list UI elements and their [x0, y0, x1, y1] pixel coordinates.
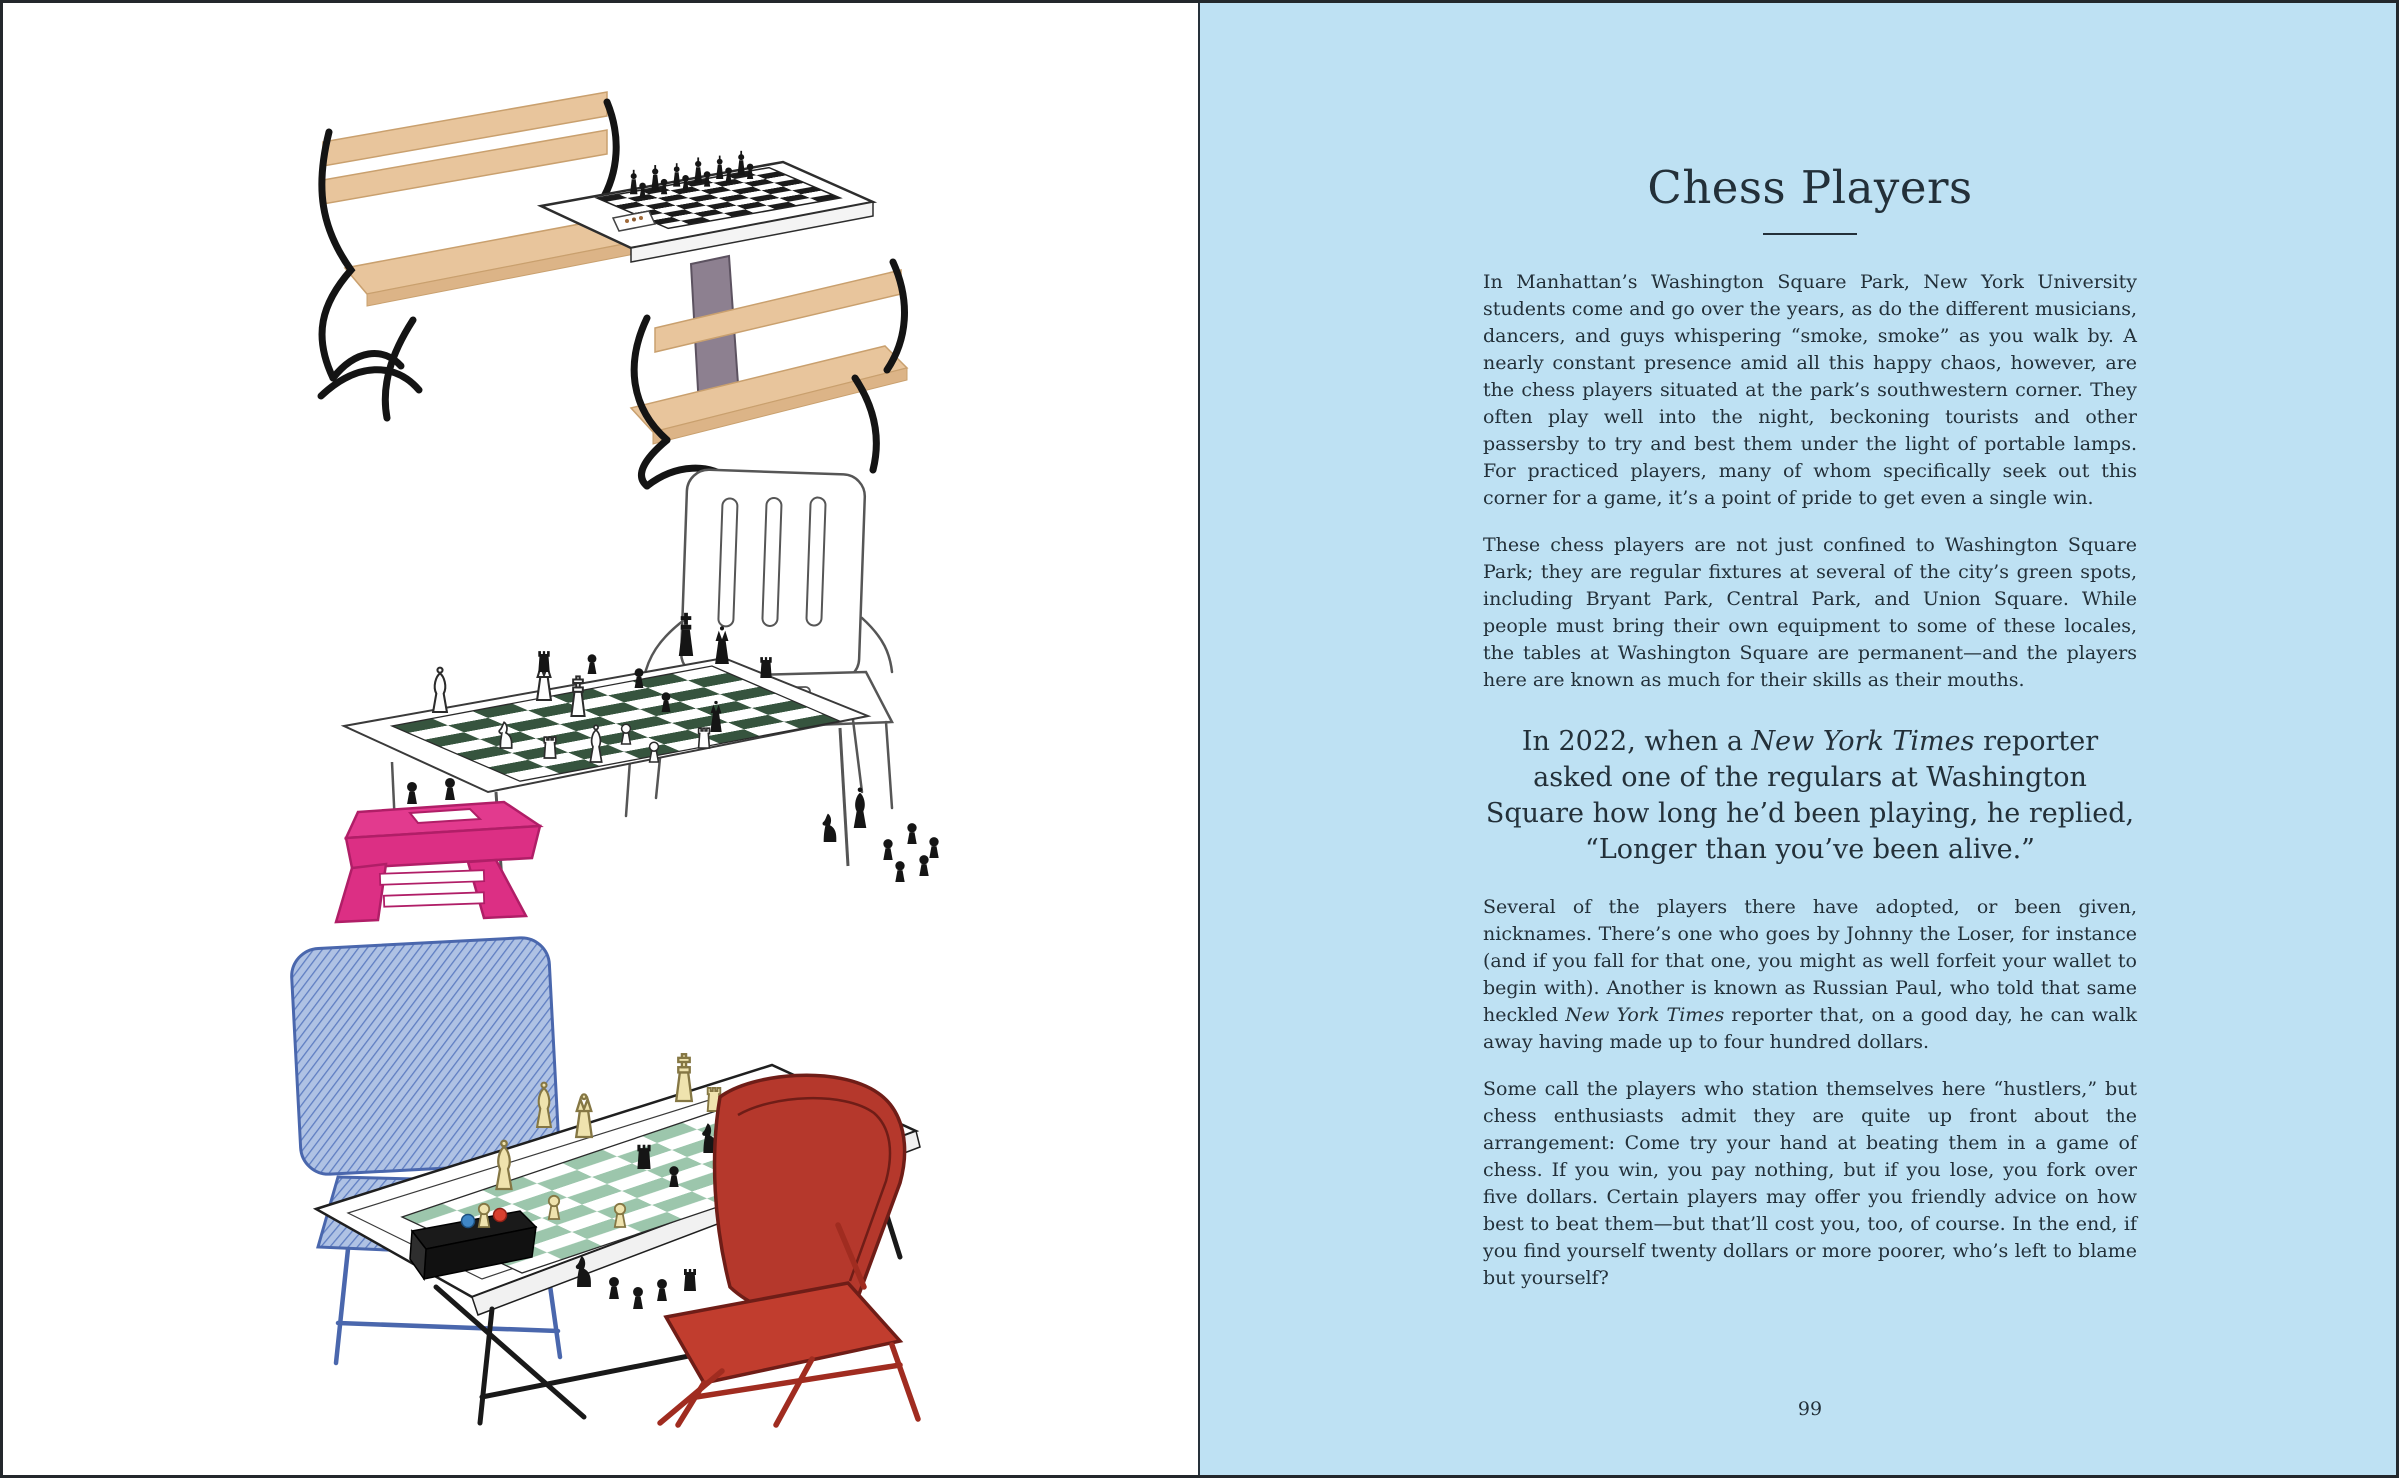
paragraph-3: Several of the players there have adopted, or been given, nicknames. There’s one who goes by Johnny the Loser, for instance (and if you fall for that one, you might as well forfeit your wallet to begin with). Another is known as Russian Paul, who told that same heckled New York Times reporter that, on a good day, he can walk away having made up to four hundred dollars. [1483, 896, 2137, 1053]
page-number: 99 [1797, 1398, 1823, 1420]
white-plastic-chair [622, 469, 892, 816]
page-title: Chess Players [1647, 161, 1973, 214]
park-bench-left [321, 92, 655, 418]
clock-blue-button [462, 1215, 475, 1228]
paragraph-4: Some call the players who station themselves here “hustlers,” but chess enthusiasts admit they are quite up front about the arrangement: Come try your hand at beating them in a game of chess. If you win, you pay nothing, but if you lose, you fork over five dollars. Certain players may offer you friendly advice on how best to beat them—but that’ll cost you, too, of course. In the end, if you find yourself twenty dollars or more poorer, who’s left to blame but yourself? [1483, 1078, 2137, 1289]
pull-quote-line: asked one of the regulars at Washington [1533, 762, 2087, 793]
pull-quote-line: In 2022, when a New York Times reporter [1521, 726, 2099, 757]
illustration-park-benches-chess-table [295, 78, 915, 490]
pull-quote [1483, 724, 2137, 868]
title-divider [1763, 233, 1857, 235]
pull-quote-line: Square how long he’d been playing, he replied, [1485, 798, 2135, 829]
clock-red-button [494, 1209, 507, 1222]
article-column [1483, 0, 2137, 1312]
captured-black-pieces [823, 787, 939, 882]
pink-step-stool [336, 778, 540, 922]
park-bench-right [631, 262, 907, 486]
paragraph-2: These chess players are not just confined to Washington Square Park; they are regular fixtures at several of the city’s green spots, including Bryant Park, Central Park, and Union Square. While people must bring their own equipment to some of these locales, the tables at Washington Square are permanent—and the players here are known as much for their skills as their mouths. [1483, 534, 2137, 691]
illustration-plastic-chair-table-pink-stool [292, 460, 942, 930]
right-page [1198, 0, 2399, 1478]
pull-quote-line: “Longer than you’ve been alive.” [1585, 834, 2035, 865]
illustration-folding-table-blue-red-chairs [252, 925, 952, 1430]
left-page [0, 0, 1198, 1478]
paragraph-1: In Manhattan’s Washington Square Park, New York University students come and go over the years, as do the different musicians, dancers, and guys whispering “smoke, smoke” as you walk by. A nearly constant presence amid all this happy chaos, however, are the chess players situated at the park’s southwestern corner. They often play well into the night, beckoning tourists and other passersby to try and best them under the light of portable lamps. For practiced players, many of whom specifically seek out this corner for a game, it’s a point of pride to get even a single win. [1483, 271, 2137, 509]
